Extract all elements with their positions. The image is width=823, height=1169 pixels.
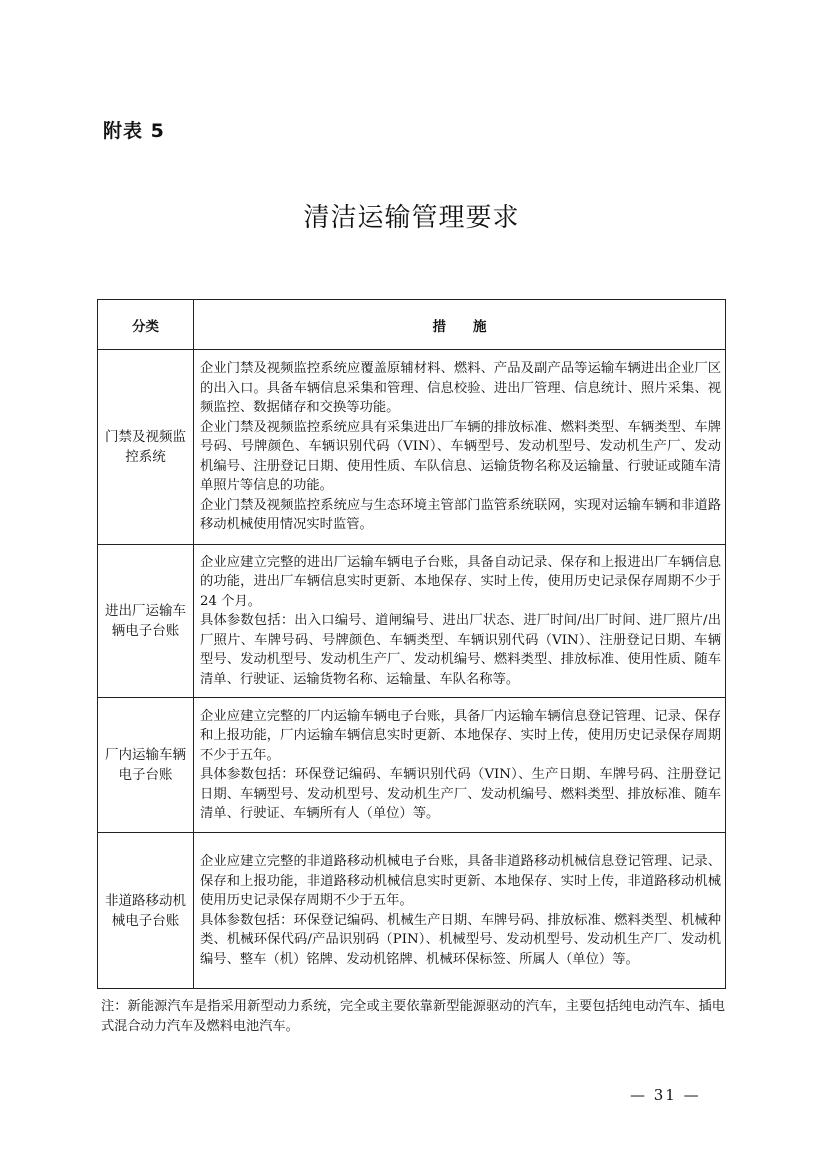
- row-measures: [194, 698, 726, 833]
- row-measures: [194, 833, 726, 989]
- measure-paragraph: 企业门禁及视频监控系统应覆盖原辅材料、燃料、产品及副产品等运输车辆进出企业厂区的出入口。具备车辆信息采集和管理、信息校验、进出厂管理、信息统计、照片采集、视频监控、数据储存和交换等功能。: [200, 361, 721, 416]
- measure-paragraph: 具体参数包括：环保登记编码、车辆识别代码（VIN）、生产日期、车牌号码、注册登记日期、车辆型号、发动机型号、发动机生产厂、发动机编号、燃料类型、排放标准、随车清单、行驶证、车辆所有人（单位）等。: [200, 767, 721, 821]
- row-category: 进出厂运输车辆电子台账: [98, 545, 194, 698]
- measure-paragraph: 企业应建立完整的厂内运输车辆电子台账，具备厂内运输车辆信息登记管理、记录、保存和上报功能，厂内运输车辆信息实时更新、本地保存、实时上传，使用历史记录保存周期不少于五年。: [200, 708, 721, 763]
- table-row: [98, 350, 726, 545]
- measure-paragraph: 企业门禁及视频监控系统应与生态环境主管部门监管系统联网，实现对运输车辆和非道路移动机械使用情况实时监管。: [200, 497, 721, 533]
- row-measures: [194, 545, 726, 698]
- measure-paragraph: 具体参数包括：环保登记编码、机械生产日期、车牌号码、排放标准、燃料类型、机械种类、机械环保代码/产品识别码（PIN）、机械型号、发动机型号、发动机生产厂、发动机编号、整车（机）铭牌、发动机铭牌、机械环保标签、所属人（单位）等。: [200, 912, 721, 967]
- header-category: 分类: [98, 300, 194, 350]
- row-category: 门禁及视频监控系统: [98, 350, 194, 545]
- requirements-table: [97, 299, 726, 989]
- measure-paragraph: 具体参数包括：出入口编号、道闸编号、进出厂状态、进厂时间/出厂时间、进厂照片/出厂照片、车牌号码、号牌颜色、车辆类型、车辆识别代码（VIN）、注册登记日期、车辆型号、发动机型号、发动机生产厂、发动机编号、燃料类型、排放标准、使用性质、随车清单、行驶证、运输货物名称、运输量、车队名称等。: [200, 613, 721, 687]
- row-category: 厂内运输车辆电子台账: [98, 698, 194, 833]
- table-header-row: [98, 300, 726, 350]
- row-category: 非道路移动机械电子台账: [98, 833, 194, 989]
- page-number: — 31 —: [630, 1086, 701, 1104]
- table-row: [98, 833, 726, 989]
- table-row: [98, 545, 726, 698]
- table-row: [98, 698, 726, 833]
- header-measures: 措 施: [194, 300, 726, 350]
- measure-paragraph: 企业应建立完整的非道路移动机械电子台账，具备非道路移动机械信息登记管理、记录、保存和上报功能，非道路移动机械信息实时更新、本地保存、实时上传，非道路移动机械使用历史记录保存周期不少于五年。: [200, 854, 721, 908]
- page-title: 清洁运输管理要求: [303, 203, 520, 233]
- footnote: 注：新能源汽车是指采用新型动力系统，完全或主要依靠新型能源驱动的汽车，主要包括纯电动汽车、插电式混合动力汽车及燃料电池汽车。: [101, 999, 725, 1034]
- measure-paragraph: 企业门禁及视频监控系统应具有采集进出厂车辆的排放标准、燃料类型、车辆类型、车牌号码、号牌颜色、车辆识别代码（VIN）、车辆型号、发动机型号、发动机生产厂、发动机编号、注册登记日期、使用性质、车队信息、运输货物名称及运输量、行驶证或随车清单照片等信息的功能。: [200, 419, 721, 494]
- measure-paragraph: 企业应建立完整的进出厂运输车辆电子台账，具备自动记录、保存和上报进出厂车辆信息的功能，进出厂车辆信息实时更新、本地保存、实时上传，使用历史记录保存周期不少于 24 个月。: [200, 554, 721, 609]
- annex-label: 附表 5: [103, 120, 165, 142]
- row-measures: [194, 350, 726, 545]
